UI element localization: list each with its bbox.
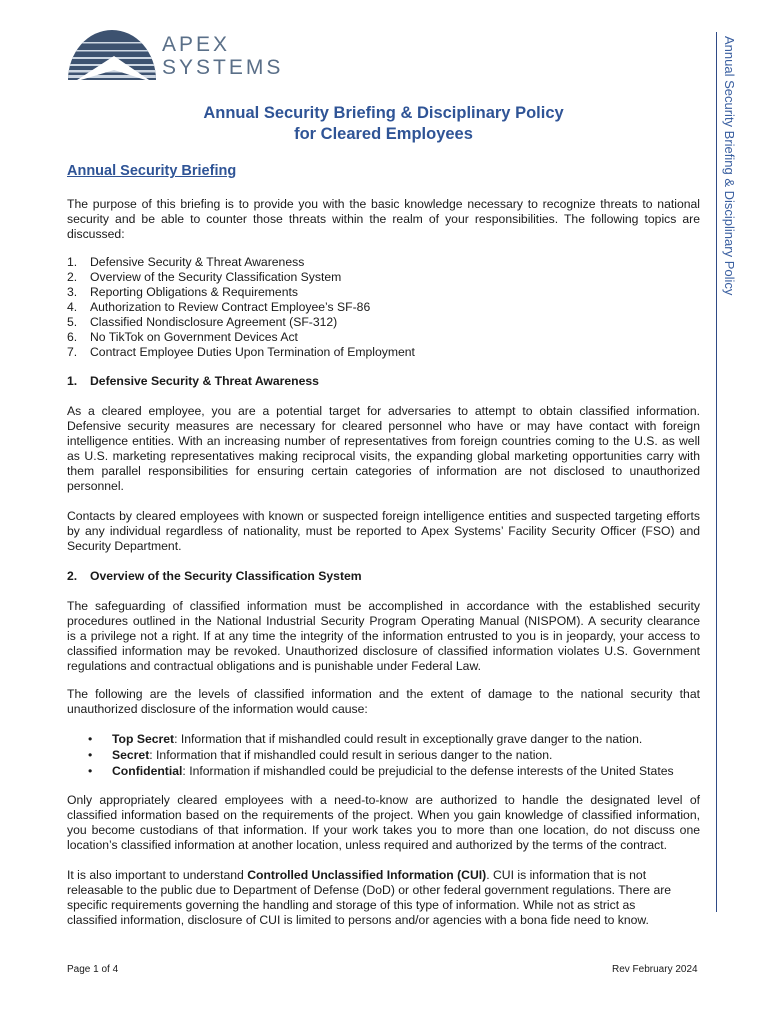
paragraph-defensive-line: personnel. bbox=[67, 479, 124, 493]
level-name: Confidential bbox=[112, 764, 183, 778]
paragraph-defensive-line: them parallel responsibilities for ensuring certain categories of information are not disclosed to unauthorized bbox=[67, 464, 700, 478]
paragraph-levels-intro-line: The following are the levels of classified information and the extent of damage to the national security that bbox=[67, 687, 700, 701]
paragraph-contacts-line: by any individual regardless of nationality, must be reported to Apex Systems’ Facility Security Officer (FSO) and bbox=[67, 524, 700, 538]
paragraph-cui-line bbox=[67, 868, 700, 883]
bullet-icon: • bbox=[88, 748, 93, 762]
paragraph-safeguarding-line: is a privilege not a right. If at any time the integrity of the information entrusted to you is in jeopardy, your access to bbox=[67, 629, 700, 643]
topic-number: 2. bbox=[67, 270, 78, 284]
apex-systems-logo bbox=[66, 26, 284, 84]
logo-mountain-icon bbox=[66, 26, 158, 82]
paragraph-levels-intro-line: unauthorized disclosure of the information would cause: bbox=[67, 702, 368, 716]
heading-number: 1. bbox=[67, 374, 78, 388]
cui-pre: It is also important to understand bbox=[67, 868, 248, 882]
cui-post: . CUI is information that is not bbox=[486, 868, 647, 882]
topic-number: 5. bbox=[67, 315, 78, 329]
side-title: Annual Security Briefing & Disciplinary Policy bbox=[722, 36, 737, 296]
heading-text: Defensive Security & Threat Awareness bbox=[90, 374, 319, 388]
topic-list-item bbox=[67, 300, 370, 315]
intro-line: The purpose of this briefing is to provide you with the basic knowledge necessary to recognize threats to national bbox=[67, 197, 700, 211]
topic-list-item bbox=[67, 345, 415, 360]
paragraph-cui-line: specific requirements governing the handling and storage of this type of information. While not as strict as bbox=[67, 898, 636, 912]
level-description: : Information that if mishandled could result in exceptionally grave danger to the nation. bbox=[174, 732, 643, 746]
paragraph-defensive-line: Defensive security measures are necessary for cleared personnel who have or may have contact with foreign bbox=[67, 419, 700, 433]
level-name: Top Secret bbox=[112, 732, 175, 746]
section-heading: Annual Security Briefing bbox=[67, 163, 237, 179]
level-description: : Information that if mishandled could result in serious danger to the nation. bbox=[149, 748, 553, 762]
heading-text: Overview of the Security Classification System bbox=[90, 569, 362, 583]
topic-list-item bbox=[67, 315, 337, 330]
paragraph-contacts-line: Security Department. bbox=[67, 539, 182, 553]
paragraph-safeguarding-line: regulations and contractual obligations and is punishable under Federal Law. bbox=[67, 659, 481, 673]
side-rule bbox=[716, 32, 717, 912]
topic-list-item bbox=[67, 285, 298, 300]
paragraph-need-to-know-line: classified information based on the requirements of the project. When you gain knowledge of classified information, bbox=[67, 808, 700, 822]
paragraph-safeguarding-line: classified information may be revoked. Unauthorized disclosure of classified information violates U.S. Government bbox=[67, 644, 700, 658]
topic-text: Reporting Obligations & Requirements bbox=[90, 285, 298, 299]
topic-text: Contract Employee Duties Upon Termination of Employment bbox=[90, 345, 415, 359]
heading-classification-system bbox=[67, 569, 362, 584]
topic-list-item bbox=[67, 330, 298, 345]
level-description: : Information if mishandled could be prejudicial to the defense interests of the United States bbox=[182, 764, 674, 778]
heading-defensive-security bbox=[67, 374, 319, 389]
topic-text: Overview of the Security Classification System bbox=[90, 270, 342, 284]
topic-number: 1. bbox=[67, 255, 78, 269]
topic-list-item bbox=[67, 255, 304, 270]
heading-number: 2. bbox=[67, 569, 78, 583]
cui-bold: Controlled Unclassified Information (CUI) bbox=[247, 868, 487, 882]
topic-number: 4. bbox=[67, 300, 78, 314]
topic-text: No TikTok on Government Devices Act bbox=[90, 330, 298, 344]
topic-number: 6. bbox=[67, 330, 78, 344]
topic-text: Authorization to Review Contract Employee’s SF-86 bbox=[90, 300, 371, 314]
paragraph-defensive-line: intelligence entities. With an increasing number of representatives from foreign countries coming to the U.S. as well bbox=[67, 434, 700, 448]
paragraph-need-to-know-line: Only appropriately cleared employees with a need-to-know are authorized to handle the designated level of bbox=[67, 793, 700, 807]
topic-text: Classified Nondisclosure Agreement (SF-312) bbox=[90, 315, 338, 329]
paragraph-defensive-line: as U.S. marketing representatives making reciprocal visits, the expanding global marketing opportunities carry with bbox=[67, 449, 700, 463]
paragraph-contacts-line: Contacts by cleared employees with known or suspected foreign intelligence entities and suspected targeting efforts bbox=[67, 509, 700, 523]
topic-number: 7. bbox=[67, 345, 78, 359]
paragraph-cui-line: releasable to the public due to Department of Defense (DoD) or other federal government regulations. There are bbox=[67, 883, 672, 897]
topic-list-item bbox=[67, 270, 341, 285]
level-name: Secret bbox=[112, 748, 150, 762]
logo-text-apex: APEX bbox=[162, 33, 231, 56]
revision-date: Rev February 2024 bbox=[612, 964, 698, 975]
bullet-icon: • bbox=[88, 764, 93, 778]
paragraph-need-to-know-line: you become custodians of that information. If your work takes you to more than one location, do not discuss one bbox=[67, 823, 700, 837]
bullet-icon: • bbox=[88, 732, 93, 746]
page-number: Page 1 of 4 bbox=[67, 964, 119, 975]
classification-level-item bbox=[88, 732, 642, 747]
paragraph-cui-line: classified information, disclosure of CUI is limited to persons and/or agencies with a bona fide need to know. bbox=[67, 913, 649, 927]
classification-level-item bbox=[88, 748, 552, 763]
paragraph-need-to-know-line: location’s classified information at another location, unless required and authorized by the terms of the contract. bbox=[67, 838, 668, 852]
paragraph-safeguarding-line: The safeguarding of classified information must be accomplished in accordance with the established security bbox=[67, 599, 700, 613]
topic-number: 3. bbox=[67, 285, 78, 299]
intro-line: security and be able to counter those threats within the realm of your responsibilities. The following topics are bbox=[67, 212, 700, 226]
intro-line: discussed: bbox=[67, 227, 125, 241]
page-title-line1: Annual Security Briefing & Disciplinary Policy bbox=[203, 104, 564, 122]
classification-level-item bbox=[88, 764, 674, 779]
paragraph-defensive-line: As a cleared employee, you are a potential target for adversaries to attempt to obtain classified information. bbox=[67, 404, 700, 418]
paragraph-safeguarding-line: procedures outlined in the National Industrial Security Program Operating Manual (NISPOM). A security clearance bbox=[67, 614, 700, 628]
logo-text-systems: SYSTEMS bbox=[162, 56, 284, 79]
page-title-line2: for Cleared Employees bbox=[294, 125, 473, 143]
topic-text: Defensive Security & Threat Awareness bbox=[90, 255, 305, 269]
